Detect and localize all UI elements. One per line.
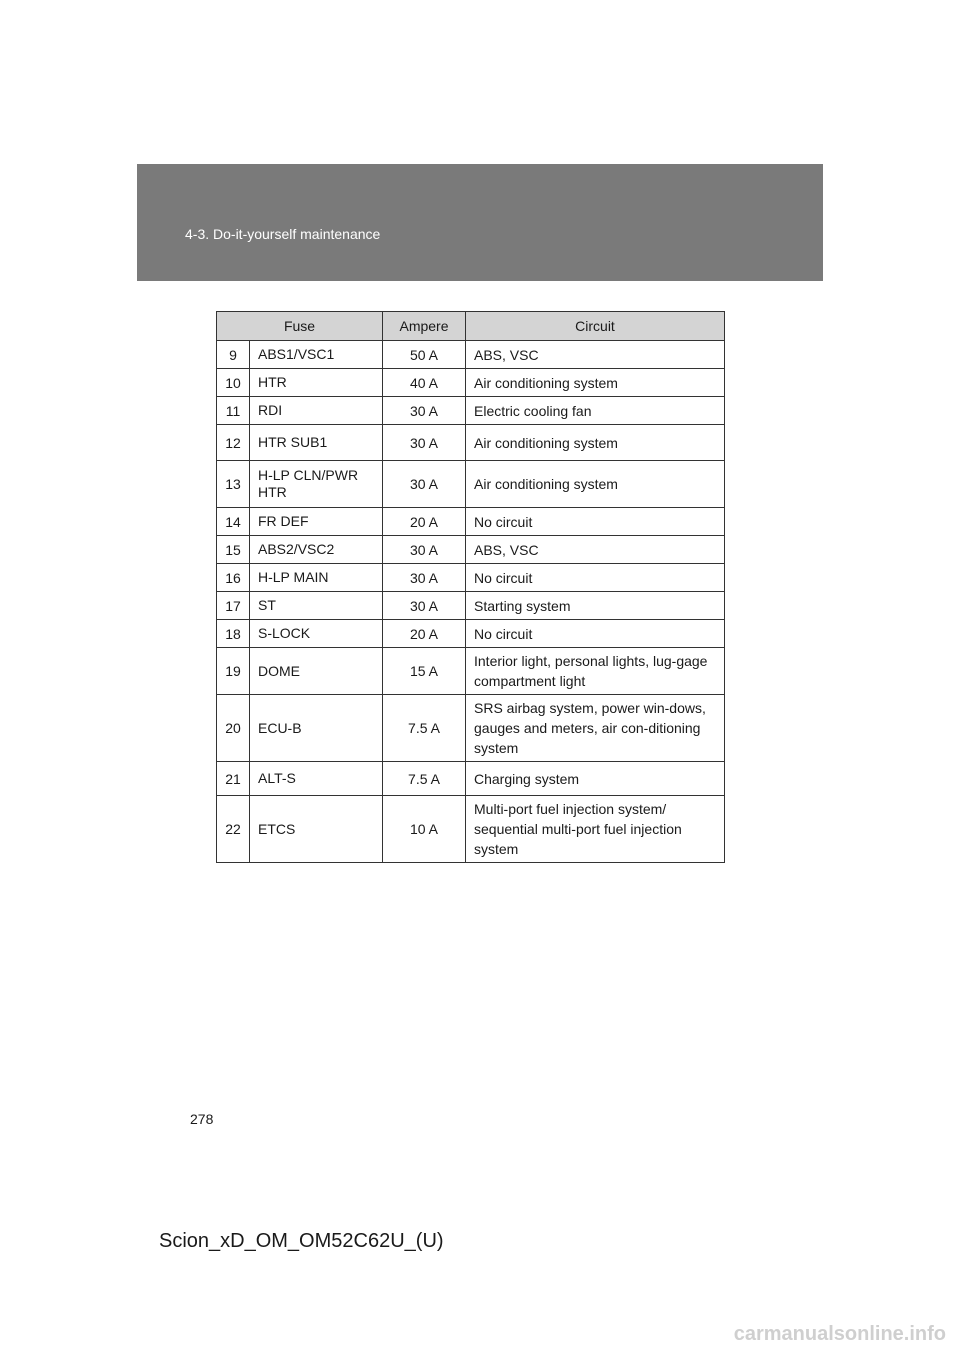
ampere-cell: 7.5 A (383, 695, 466, 762)
page-number: 278 (190, 1111, 214, 1127)
fuse-name-cell: ALT-S (250, 762, 383, 796)
column-header-fuse: Fuse (217, 312, 383, 341)
circuit-cell: Charging system (466, 762, 725, 796)
ampere-cell: 10 A (383, 796, 466, 863)
circuit-cell: SRS airbag system, power win-dows, gauges and meters, air con-ditioning system (466, 695, 725, 762)
fuse-number-cell: 16 (217, 564, 250, 592)
section-title: 4-3. Do-it-yourself maintenance (185, 226, 381, 242)
fuse-number-cell: 10 (217, 369, 250, 397)
fuse-name-cell: ST (250, 592, 383, 620)
ampere-cell: 30 A (383, 461, 466, 508)
table-row (217, 796, 725, 863)
fuse-table (216, 311, 725, 863)
circuit-cell: Air conditioning system (466, 369, 725, 397)
fuse-name-cell: H-LP MAIN (250, 564, 383, 592)
fuse-name-cell: S-LOCK (250, 620, 383, 648)
document-id: Scion_xD_OM_OM52C62U_(U) (159, 1230, 444, 1252)
table-row (217, 508, 725, 536)
circuit-cell: No circuit (466, 508, 725, 536)
ampere-cell: 40 A (383, 369, 466, 397)
fuse-name-cell: ABS1/VSC1 (250, 341, 383, 369)
ampere-cell: 7.5 A (383, 762, 466, 796)
ampere-cell: 15 A (383, 648, 466, 695)
fuse-name-cell: RDI (250, 397, 383, 425)
table-row (217, 397, 725, 425)
fuse-name-cell: H-LP CLN/PWR HTR (250, 461, 383, 508)
fuse-name-cell: HTR SUB1 (250, 425, 383, 461)
circuit-cell: Air conditioning system (466, 425, 725, 461)
table-row (217, 536, 725, 564)
circuit-cell: No circuit (466, 564, 725, 592)
table-row (217, 592, 725, 620)
table-row (217, 695, 725, 762)
fuse-number-cell: 18 (217, 620, 250, 648)
ampere-cell: 30 A (383, 536, 466, 564)
fuse-name-cell: ETCS (250, 796, 383, 863)
table-body (217, 341, 725, 863)
fuse-number-cell: 17 (217, 592, 250, 620)
fuse-number-cell: 22 (217, 796, 250, 863)
circuit-cell: Electric cooling fan (466, 397, 725, 425)
circuit-cell: Interior light, personal lights, lug-gage compartment light (466, 648, 725, 695)
table-row (217, 425, 725, 461)
fuse-number-cell: 11 (217, 397, 250, 425)
fuse-name-cell: ECU-B (250, 695, 383, 762)
ampere-cell: 20 A (383, 620, 466, 648)
ampere-cell: 30 A (383, 592, 466, 620)
section-header-band (137, 164, 823, 281)
fuse-number-cell: 15 (217, 536, 250, 564)
fuse-name-cell: HTR (250, 369, 383, 397)
ampere-cell: 30 A (383, 425, 466, 461)
fuse-name-cell: DOME (250, 648, 383, 695)
fuse-number-cell: 9 (217, 341, 250, 369)
circuit-cell: No circuit (466, 620, 725, 648)
circuit-cell: Starting system (466, 592, 725, 620)
fuse-number-cell: 12 (217, 425, 250, 461)
table-row (217, 564, 725, 592)
column-header-circuit: Circuit (466, 312, 725, 341)
ampere-cell: 30 A (383, 564, 466, 592)
fuse-name-cell: ABS2/VSC2 (250, 536, 383, 564)
fuse-number-cell: 13 (217, 461, 250, 508)
ampere-cell: 20 A (383, 508, 466, 536)
fuse-number-cell: 20 (217, 695, 250, 762)
watermark: carmanualsonline.info (733, 1323, 946, 1345)
fuse-number-cell: 21 (217, 762, 250, 796)
fuse-number-cell: 19 (217, 648, 250, 695)
table-row (217, 762, 725, 796)
ampere-cell: 30 A (383, 397, 466, 425)
table-row (217, 648, 725, 695)
table-header-row (217, 312, 725, 341)
circuit-cell: ABS, VSC (466, 341, 725, 369)
fuse-number-cell: 14 (217, 508, 250, 536)
circuit-cell: Air conditioning system (466, 461, 725, 508)
circuit-cell: ABS, VSC (466, 536, 725, 564)
table-row (217, 461, 725, 508)
fuse-name-cell: FR DEF (250, 508, 383, 536)
table-row (217, 620, 725, 648)
table-row (217, 369, 725, 397)
ampere-cell: 50 A (383, 341, 466, 369)
circuit-cell: Multi-port fuel injection system/ sequential multi-port fuel injection system (466, 796, 725, 863)
table-row (217, 341, 725, 369)
column-header-ampere: Ampere (383, 312, 466, 341)
